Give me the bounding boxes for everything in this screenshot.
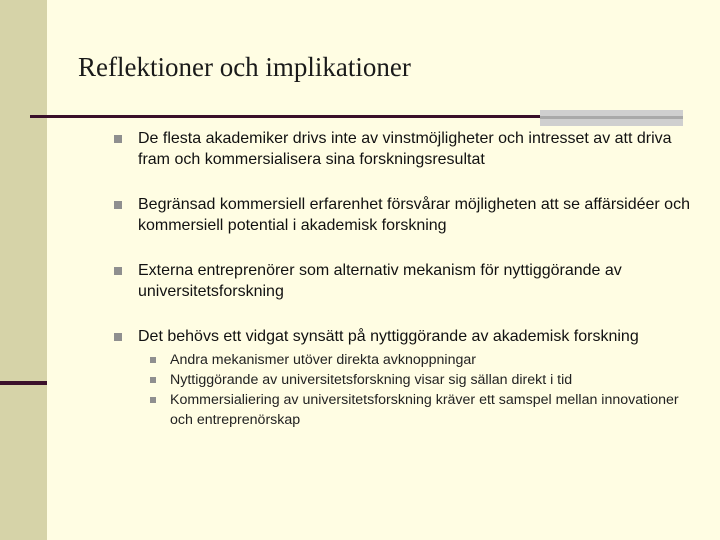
bullet-text: De flesta akademiker drivs inte av vinstmöjligheter och intresset av att driva fram och kommersialisera sina forskningsresultat <box>138 130 672 168</box>
left-accent-bar <box>0 381 47 385</box>
sub-bullet-list <box>138 350 692 430</box>
square-bullet-icon <box>150 397 156 403</box>
sub-bullet-text: Kommersialiering av universitetsforskning kräver ett samspel mellan innovationer och entreprenörskap <box>170 392 679 428</box>
sub-bullet-text: Andra mekanismer utöver direkta avknoppningar <box>170 352 476 368</box>
square-bullet-icon <box>114 333 122 341</box>
sub-bullet-item <box>138 350 692 370</box>
bullet-item <box>112 260 692 302</box>
sub-bullet-text: Nyttiggörande av universitetsforskning visar sig sällan direkt i tid <box>170 372 573 388</box>
bullet-text: Det behövs ett vidgat synsätt på nyttiggörande av akademisk forskning <box>138 328 639 345</box>
square-bullet-icon <box>114 135 122 143</box>
bullet-text: Begränsad kommersiell erfarenhet försvårar möjligheten att se affärsidéer och kommersiell potential i akademisk forskning <box>138 196 690 234</box>
bullet-item <box>112 128 692 170</box>
left-decorative-strip <box>0 0 47 540</box>
bullet-text: Externa entreprenörer som alternativ mekanism för nyttiggörande av universitetsforskning <box>138 262 622 300</box>
square-bullet-icon <box>150 357 156 363</box>
bullet-list <box>112 128 692 430</box>
square-bullet-icon <box>114 201 122 209</box>
bullet-item <box>112 326 692 430</box>
title-rule <box>30 115 545 118</box>
sub-bullet-item <box>138 390 692 430</box>
slide-title: Reflektioner och implikationer <box>78 52 411 82</box>
title-rule-gray-line <box>540 116 683 119</box>
sub-bullet-item <box>138 370 692 390</box>
square-bullet-icon <box>114 267 122 275</box>
square-bullet-icon <box>150 377 156 383</box>
bullet-item <box>112 194 692 236</box>
